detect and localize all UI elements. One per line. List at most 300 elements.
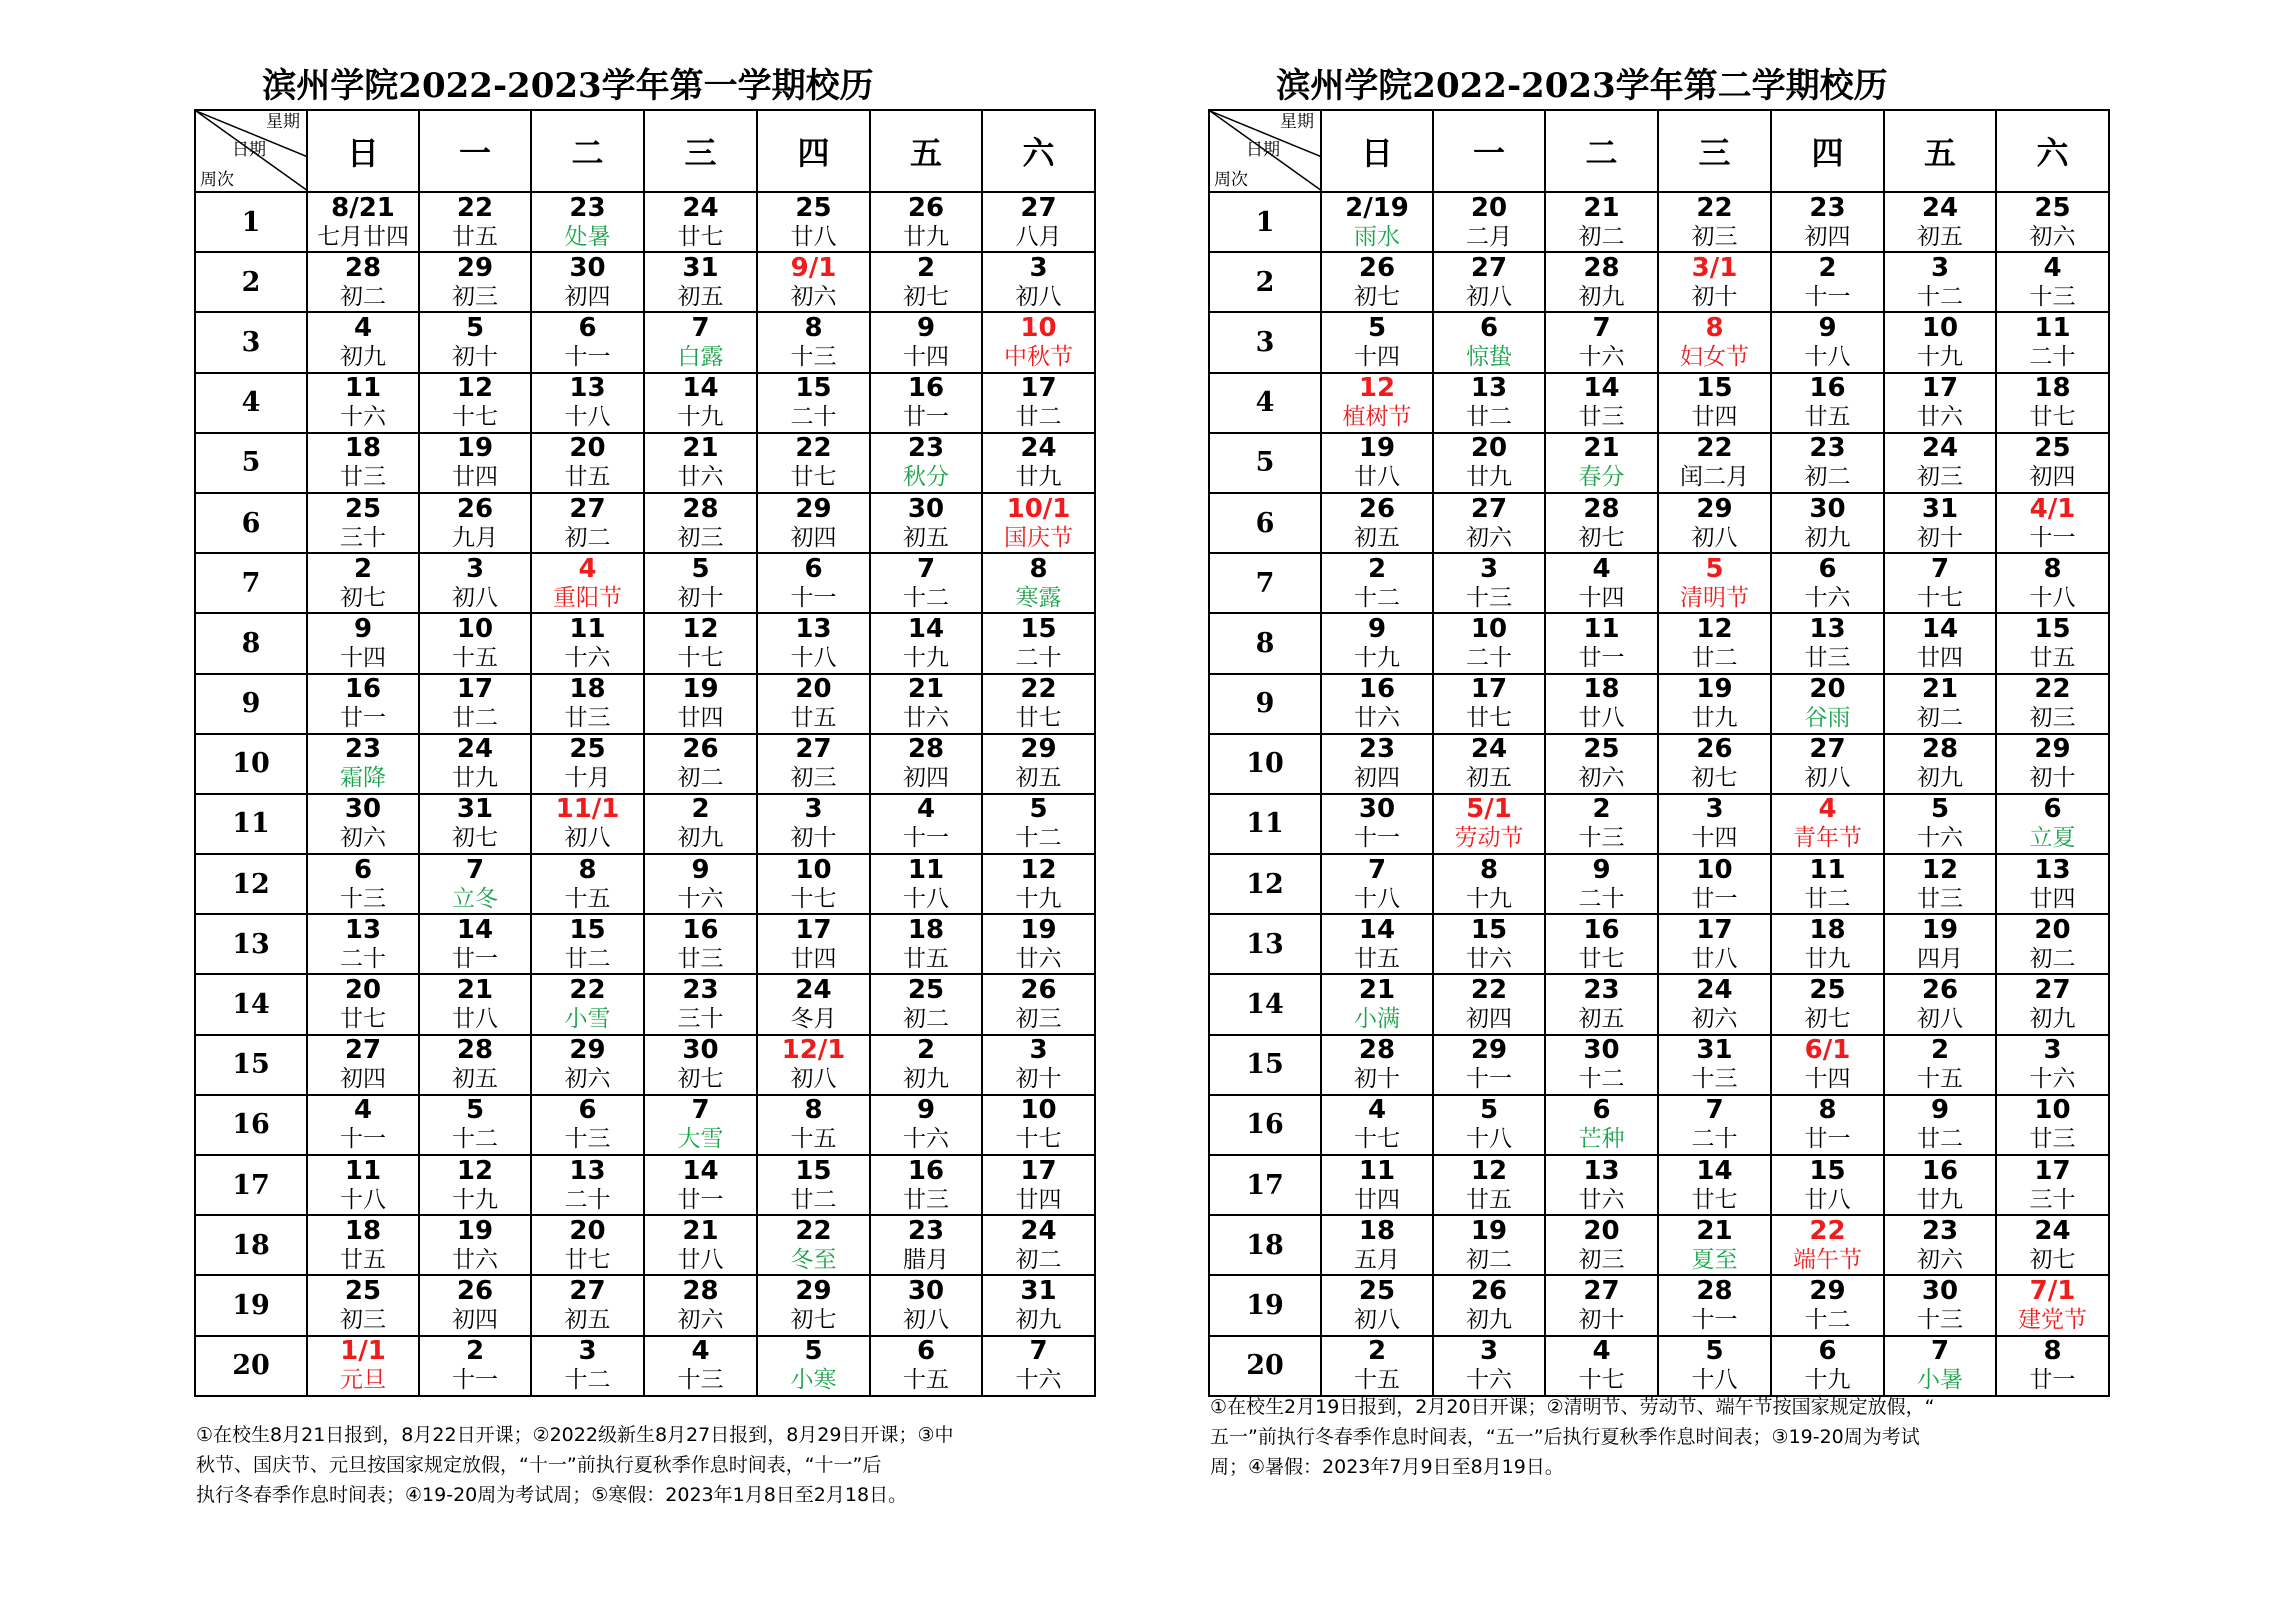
day-date: 25	[344, 1275, 382, 1306]
day-lunar: 雨水	[1354, 223, 1400, 250]
day-cell	[982, 1155, 1095, 1215]
day-cell	[1996, 613, 2109, 673]
day-cell	[307, 854, 419, 914]
day-cell	[531, 974, 644, 1034]
day-cell	[1321, 1155, 1433, 1215]
day-lunar: 廿四	[1354, 1186, 1400, 1213]
day-lunar: 初七	[790, 1306, 837, 1333]
day-date: 22	[456, 192, 494, 223]
day-cell	[1545, 734, 1658, 794]
day-cell	[982, 974, 1095, 1034]
day-cell	[1884, 1275, 1996, 1335]
day-cell	[644, 252, 757, 312]
week-number: 7	[195, 553, 307, 613]
day-date: 29	[456, 252, 494, 283]
day-cell	[644, 433, 757, 493]
day-date: 26	[1470, 1275, 1508, 1306]
day-date: 27	[1020, 192, 1057, 223]
day-cell	[1771, 613, 1884, 673]
day-cell	[757, 734, 870, 794]
day-cell	[757, 854, 870, 914]
day-date: 10	[795, 854, 832, 885]
day-cell	[870, 192, 982, 252]
day-lunar: 廿五	[340, 1246, 386, 1273]
week-number: 6	[1209, 493, 1321, 553]
week-row	[1209, 1215, 2109, 1275]
day-date: 20	[2034, 914, 2071, 945]
day-lunar: 廿三	[340, 464, 386, 491]
day-cell	[1771, 854, 1884, 914]
day-date: 27	[344, 1035, 382, 1066]
day-cell	[1996, 1095, 2109, 1155]
week-number: 6	[195, 493, 307, 553]
day-date: 25	[795, 192, 832, 223]
day-date: 22	[1020, 674, 1057, 705]
day-lunar: 廿七	[1691, 1186, 1738, 1213]
day-date: 20	[344, 975, 382, 1006]
day-date: 5	[1479, 1095, 1499, 1126]
day-date: 18	[1583, 674, 1620, 705]
week-number: 11	[195, 794, 307, 854]
day-lunar: 二十	[564, 1186, 611, 1213]
day-date: 3	[1930, 252, 1950, 283]
day-lunar: 廿五	[903, 945, 949, 972]
day-cell	[1658, 854, 1771, 914]
day-date: 18	[344, 433, 382, 464]
day-cell	[1771, 794, 1884, 854]
day-cell	[307, 1095, 419, 1155]
day-lunar: 廿一	[2029, 1367, 2076, 1394]
day-lunar: 初九	[1804, 524, 1851, 551]
day-cell	[419, 674, 531, 734]
day-lunar: 廿四	[1015, 1186, 1062, 1213]
day-lunar: 初七	[1691, 765, 1738, 792]
day-cell	[307, 373, 419, 433]
day-date: 10	[456, 613, 494, 644]
day-date: 11	[2034, 312, 2071, 343]
day-date: 19	[1470, 1215, 1508, 1246]
day-date: 17	[1020, 1155, 1057, 1186]
day-cell	[1771, 1155, 1884, 1215]
day-lunar: 十九	[677, 404, 724, 431]
day-date: 3	[2043, 1035, 2062, 1066]
week-row	[1209, 1155, 2109, 1215]
week-row	[195, 674, 1095, 734]
day-lunar: 初八	[1466, 283, 1512, 310]
day-date: 4	[1592, 553, 1611, 584]
day-cell	[644, 854, 757, 914]
day-cell	[1884, 854, 1996, 914]
day-lunar: 廿八	[790, 223, 837, 250]
day-cell	[1996, 252, 2109, 312]
day-cell	[1321, 252, 1433, 312]
day-lunar: 十三	[1466, 584, 1512, 611]
week-number: 12	[195, 854, 307, 914]
day-cell	[1321, 854, 1433, 914]
day-date: 17	[1020, 373, 1057, 404]
day-date: 8	[1705, 312, 1724, 343]
day-lunar: 廿五	[790, 705, 837, 732]
day-lunar: 廿一	[1804, 1126, 1851, 1153]
day-cell	[757, 1095, 870, 1155]
day-date: 14	[682, 1155, 719, 1186]
week-number: 12	[1209, 854, 1321, 914]
day-date: 13	[795, 613, 832, 644]
day-date: 15	[795, 373, 832, 404]
day-cell	[1771, 192, 1884, 252]
day-date: 3	[1029, 252, 1048, 283]
day-cell	[982, 914, 1095, 974]
day-lunar: 初十	[1691, 283, 1738, 310]
day-cell	[870, 1215, 982, 1275]
day-date: 28	[1358, 1035, 1396, 1066]
day-date: 23	[569, 192, 606, 223]
day-date: 12	[682, 613, 719, 644]
day-lunar: 十三	[1578, 825, 1625, 852]
day-lunar: 廿三	[1917, 885, 1963, 912]
day-cell	[1996, 674, 2109, 734]
day-date: 24	[1020, 433, 1057, 464]
week-row	[195, 192, 1095, 252]
day-date: 24	[682, 192, 719, 223]
day-date: 8	[1479, 854, 1499, 885]
day-cell	[982, 312, 1095, 372]
day-date: 26	[1358, 493, 1396, 524]
day-date: 20	[1470, 192, 1508, 223]
day-date: 10	[2034, 1095, 2071, 1126]
day-lunar: 廿三	[903, 1186, 949, 1213]
day-date: 2	[465, 1336, 485, 1367]
day-cell	[757, 312, 870, 372]
day-cell	[1771, 674, 1884, 734]
week-number: 15	[1209, 1035, 1321, 1095]
day-date: 5	[1930, 794, 1950, 825]
day-date: 9	[1367, 613, 1387, 644]
day-date: 21	[682, 433, 719, 464]
day-date: 4/1	[2029, 493, 2076, 524]
day-lunar: 初七	[1354, 283, 1400, 310]
day-date: 4	[353, 1095, 373, 1126]
day-lunar: 建党节	[2018, 1306, 2087, 1333]
day-cell	[1545, 674, 1658, 734]
day-date: 2	[353, 553, 373, 584]
day-lunar: 十七	[790, 885, 837, 912]
day-date: 11	[344, 1155, 382, 1186]
week-row	[195, 734, 1095, 794]
day-date: 3	[804, 794, 823, 825]
day-cell	[757, 252, 870, 312]
day-cell	[982, 613, 1095, 673]
day-cell	[1321, 192, 1433, 252]
day-date: 16	[344, 674, 382, 705]
day-lunar: 三十	[2029, 1186, 2076, 1213]
day-cell	[644, 312, 757, 372]
day-lunar: 廿二	[564, 945, 611, 972]
day-date: 21	[1358, 975, 1396, 1006]
day-date: 8	[2043, 553, 2062, 584]
week-row	[195, 312, 1095, 372]
day-lunar: 廿四	[452, 464, 498, 491]
day-lunar: 重阳节	[553, 584, 622, 611]
day-date: 27	[1583, 1275, 1620, 1306]
day-date: 9	[1592, 854, 1611, 885]
day-date: 3	[1705, 794, 1724, 825]
day-cell	[419, 433, 531, 493]
day-lunar: 初三	[2029, 705, 2076, 732]
day-date: 30	[569, 252, 606, 283]
day-lunar: 闰二月	[1680, 464, 1749, 491]
day-cell	[870, 974, 982, 1034]
day-date: 21	[682, 1215, 719, 1246]
day-lunar: 初九	[1578, 283, 1625, 310]
week-number: 5	[1209, 433, 1321, 493]
day-date: 8	[1029, 553, 1048, 584]
day-date: 3/1	[1691, 252, 1738, 283]
day-date: 23	[1809, 192, 1846, 223]
day-cell	[757, 613, 870, 673]
day-date: 9	[353, 613, 373, 644]
day-lunar: 初三	[1691, 223, 1738, 250]
day-lunar: 十八	[1804, 343, 1851, 370]
day-cell	[307, 794, 419, 854]
day-cell	[1658, 553, 1771, 613]
day-lunar: 廿五	[2029, 644, 2076, 671]
day-cell	[307, 312, 419, 372]
day-cell	[644, 613, 757, 673]
day-cell	[1433, 192, 1545, 252]
day-cell	[307, 433, 419, 493]
week-number: 15	[195, 1035, 307, 1095]
day-date: 28	[907, 734, 945, 765]
day-lunar: 十八	[903, 885, 949, 912]
day-cell	[1433, 854, 1545, 914]
day-lunar: 廿九	[1015, 464, 1062, 491]
week-row	[1209, 553, 2109, 613]
day-lunar: 十三	[677, 1367, 724, 1394]
week-number: 19	[195, 1275, 307, 1335]
semester-2-title: 滨州学院2022-2023学年第二学期校历	[1276, 66, 1888, 106]
day-cell	[870, 734, 982, 794]
day-date: 2	[691, 794, 710, 825]
day-cell	[982, 433, 1095, 493]
day-cell	[1658, 1275, 1771, 1335]
week-row	[195, 794, 1095, 854]
day-cell	[1545, 914, 1658, 974]
day-date: 21	[1696, 1215, 1733, 1246]
day-date: 5	[804, 1336, 823, 1367]
day-cell	[870, 312, 982, 372]
day-date: 24	[1470, 734, 1508, 765]
day-cell	[1321, 674, 1433, 734]
day-date: 23	[682, 975, 719, 1006]
day-date: 28	[1583, 252, 1620, 283]
day-cell	[531, 553, 644, 613]
day-date: 5	[691, 553, 710, 584]
day-cell	[870, 493, 982, 553]
day-date: 30	[344, 794, 382, 825]
day-lunar: 初二	[1466, 1246, 1512, 1273]
day-date: 15	[1020, 613, 1057, 644]
day-cell	[1321, 794, 1433, 854]
day-cell	[1433, 433, 1545, 493]
day-date: 6	[353, 854, 373, 885]
day-cell	[419, 613, 531, 673]
day-lunar: 三十	[340, 524, 386, 551]
day-lunar: 廿五	[564, 464, 611, 491]
day-lunar: 初八	[1015, 283, 1062, 310]
day-cell	[1321, 1095, 1433, 1155]
day-date: 5	[1705, 1336, 1724, 1367]
week-row	[195, 1035, 1095, 1095]
day-cell	[1433, 1155, 1545, 1215]
day-date: 10	[1470, 613, 1508, 644]
day-lunar: 十三	[340, 885, 386, 912]
day-lunar: 十九	[1804, 1367, 1851, 1394]
day-cell	[1658, 734, 1771, 794]
day-cell	[307, 1275, 419, 1335]
day-cell	[644, 493, 757, 553]
day-lunar: 廿四	[1691, 404, 1738, 431]
day-date: 19	[456, 1215, 494, 1246]
semester-1-notes	[196, 1420, 1096, 1510]
weekday-header: 一	[419, 110, 531, 192]
week-number: 18	[195, 1215, 307, 1275]
day-lunar: 七月廿四	[317, 223, 409, 250]
day-date: 28	[1696, 1275, 1733, 1306]
day-lunar: 十九	[1917, 343, 1963, 370]
day-lunar: 初十	[1578, 1306, 1625, 1333]
day-cell	[1658, 192, 1771, 252]
day-lunar: 十三	[1917, 1306, 1963, 1333]
day-date: 29	[2034, 734, 2071, 765]
week-number: 13	[1209, 914, 1321, 974]
day-lunar: 十九	[903, 644, 949, 671]
day-cell	[1771, 1275, 1884, 1335]
day-cell	[1545, 493, 1658, 553]
day-date: 28	[1921, 734, 1959, 765]
day-cell	[531, 252, 644, 312]
day-lunar: 廿八	[1578, 705, 1625, 732]
weekday-header: 二	[531, 110, 644, 192]
week-row	[1209, 192, 2109, 252]
day-date: 13	[569, 1155, 606, 1186]
day-date: 24	[456, 734, 494, 765]
day-cell	[982, 493, 1095, 553]
day-date: 27	[569, 1275, 606, 1306]
day-cell	[1658, 433, 1771, 493]
day-cell	[1996, 1336, 2109, 1396]
day-cell	[1545, 854, 1658, 914]
day-cell	[1771, 1336, 1884, 1396]
day-lunar: 五月	[1354, 1246, 1400, 1273]
day-lunar: 十七	[1354, 1126, 1400, 1153]
week-row	[1209, 1336, 2109, 1396]
week-number: 20	[1209, 1336, 1321, 1396]
day-date: 21	[1583, 192, 1620, 223]
day-date: 13	[344, 914, 382, 945]
day-lunar: 初六	[2029, 223, 2076, 250]
day-lunar: 腊月	[903, 1246, 949, 1273]
day-lunar: 十一	[1804, 283, 1851, 310]
day-date: 16	[907, 1155, 945, 1186]
day-date: 9	[916, 1095, 936, 1126]
day-cell	[870, 613, 982, 673]
day-lunar: 元旦	[340, 1367, 386, 1394]
day-cell	[1658, 1215, 1771, 1275]
week-row	[1209, 312, 2109, 372]
week-number: 10	[1209, 734, 1321, 794]
day-cell	[1545, 1275, 1658, 1335]
day-lunar: 十八	[564, 404, 611, 431]
day-date: 2	[1367, 1336, 1387, 1367]
corner-header-cell	[195, 110, 307, 192]
week-number: 4	[195, 373, 307, 433]
day-lunar: 十三	[1691, 1066, 1738, 1093]
day-date: 20	[1583, 1215, 1620, 1246]
day-lunar: 十六	[903, 1126, 949, 1153]
day-date: 15	[2034, 613, 2071, 644]
day-cell	[1545, 974, 1658, 1034]
day-date: 6	[1479, 312, 1499, 343]
day-lunar: 廿八	[1354, 464, 1400, 491]
day-date: 11/1	[555, 794, 620, 825]
day-lunar: 青年节	[1793, 825, 1862, 852]
day-cell	[307, 553, 419, 613]
week-row	[195, 252, 1095, 312]
day-lunar: 廿一	[1691, 885, 1738, 912]
day-lunar: 端午节	[1793, 1246, 1862, 1273]
day-cell	[419, 794, 531, 854]
day-lunar: 国庆节	[1004, 524, 1073, 551]
day-cell	[531, 1035, 644, 1095]
day-date: 24	[1921, 192, 1959, 223]
day-date: 19	[1696, 674, 1733, 705]
weekday-header: 三	[644, 110, 757, 192]
day-date: 11	[344, 373, 382, 404]
day-cell	[1433, 373, 1545, 433]
semester-1-calendar	[194, 109, 1096, 1397]
day-lunar: 廿五	[452, 223, 498, 250]
day-lunar: 廿六	[1015, 945, 1062, 972]
day-date: 18	[344, 1215, 382, 1246]
day-date: 21	[456, 975, 494, 1006]
day-cell	[870, 854, 982, 914]
day-cell	[1771, 734, 1884, 794]
day-date: 4	[1367, 1095, 1387, 1126]
day-cell	[870, 433, 982, 493]
day-date: 6	[1818, 553, 1837, 584]
weekday-header: 一	[1433, 110, 1545, 192]
day-cell	[1658, 1336, 1771, 1396]
day-date: 30	[1583, 1035, 1620, 1066]
day-date: 15	[795, 1155, 832, 1186]
day-cell	[531, 312, 644, 372]
day-cell	[1658, 974, 1771, 1034]
day-date: 14	[456, 914, 494, 945]
day-cell	[1884, 674, 1996, 734]
day-cell	[1545, 1035, 1658, 1095]
day-lunar: 初七	[1804, 1006, 1851, 1033]
day-lunar: 十九	[1354, 644, 1400, 671]
day-lunar: 十六	[677, 885, 724, 912]
day-lunar: 二十	[1578, 885, 1625, 912]
day-date: 8	[804, 1095, 823, 1126]
day-lunar: 廿七	[1466, 705, 1512, 732]
day-cell	[1321, 974, 1433, 1034]
day-lunar: 初六	[790, 283, 837, 310]
weekday-header: 五	[870, 110, 982, 192]
day-date: 6	[1818, 1336, 1837, 1367]
